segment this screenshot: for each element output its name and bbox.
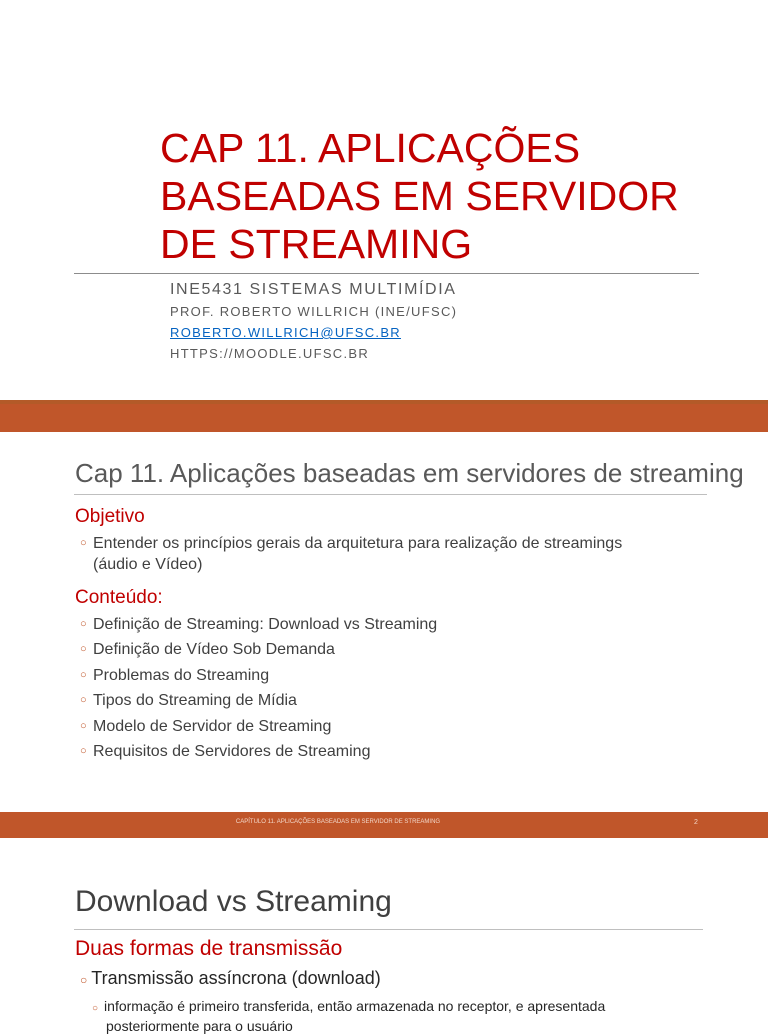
conteudo-item: Definição de Streaming: Download vs Streaming: [93, 616, 438, 633]
title-line-3: DE STREAMING: [160, 221, 473, 267]
list-item: [80, 968, 381, 989]
slide-2-divider: [74, 494, 707, 495]
slide-3-divider: [74, 929, 703, 930]
objetivo-heading: Objetivo: [75, 506, 145, 527]
moodle-url: HTTPS://MOODLE.UFSC.BR: [170, 346, 370, 361]
bullet-level-2-text: informação é primeiro transferida, então armazenada no receptor, e apresentada: [104, 998, 606, 1014]
list-item: [80, 690, 297, 711]
slide-1-heading: [160, 124, 740, 268]
ring-bullet-icon: ○: [80, 537, 87, 549]
list-item: [80, 741, 370, 762]
list-item: [80, 716, 331, 737]
ring-bullet-icon: ○: [80, 745, 87, 757]
professor-name: PROF. ROBERTO WILLRICH (INE/UFSC): [170, 304, 458, 319]
slide-2-footer-bar: [0, 812, 768, 838]
list-item: [80, 665, 269, 686]
bullet-level-1-text: Transmissão assíncrona (download): [91, 968, 381, 988]
list-item: [80, 639, 335, 660]
title-divider: [74, 273, 699, 274]
title-line-1: CAP 11. APLICAÇÕES: [160, 125, 581, 171]
ring-bullet-icon: ○: [80, 643, 87, 655]
conteudo-item: Modelo de Servidor de Streaming: [93, 718, 332, 735]
conteudo-heading: Conteúdo:: [75, 587, 163, 608]
ring-bullet-icon: ○: [80, 669, 87, 681]
ring-bullet-icon: ○: [80, 694, 87, 706]
ring-bullet-icon: ○: [80, 618, 87, 630]
email-link[interactable]: ROBERTO.WILLRICH@UFSC.BR: [170, 325, 401, 340]
slide-2-title: Cap 11. Aplicações baseadas em servidores de streaming: [75, 458, 744, 488]
slide-1-footer-bar: [0, 404, 768, 432]
course-name: INE5431 SISTEMAS MULTIMÍDIA: [170, 281, 457, 298]
page-number: 2: [694, 819, 698, 826]
ring-bullet-icon: ○: [80, 720, 87, 732]
objetivo-item-line-2: (áudio e Vídeo): [93, 556, 203, 573]
conteudo-item: Problemas do Streaming: [93, 667, 270, 684]
objetivo-item-line-1: Entender os princípios gerais da arquitetura para realização de streamings: [93, 535, 623, 552]
list-item: [80, 614, 437, 635]
title-line-2: BASEADAS EM SERVIDOR: [160, 173, 679, 219]
conteudo-item: Definição de Vídeo Sob Demanda: [93, 641, 335, 658]
slide-3-heading: Duas formas de transmissão: [75, 937, 343, 960]
list-item: [80, 533, 622, 575]
slide-3-title: Download vs Streaming: [75, 885, 392, 918]
slide-1-title: [0, 0, 768, 400]
ring-bullet-icon: ○: [92, 1003, 99, 1014]
footer-chapter-title: CAPÍTULO 11. APLICAÇÕES BASEADAS EM SERVIDOR DE STREAMING: [235, 819, 441, 825]
ring-bullet-icon: ○: [80, 973, 88, 987]
list-item: [92, 998, 605, 1014]
conteudo-item: Tipos do Streaming de Mídia: [93, 692, 297, 709]
bullet-level-2-continuation: posteriormente para o usuário: [106, 1018, 293, 1034]
conteudo-item: Requisitos de Servidores de Streaming: [93, 743, 371, 760]
